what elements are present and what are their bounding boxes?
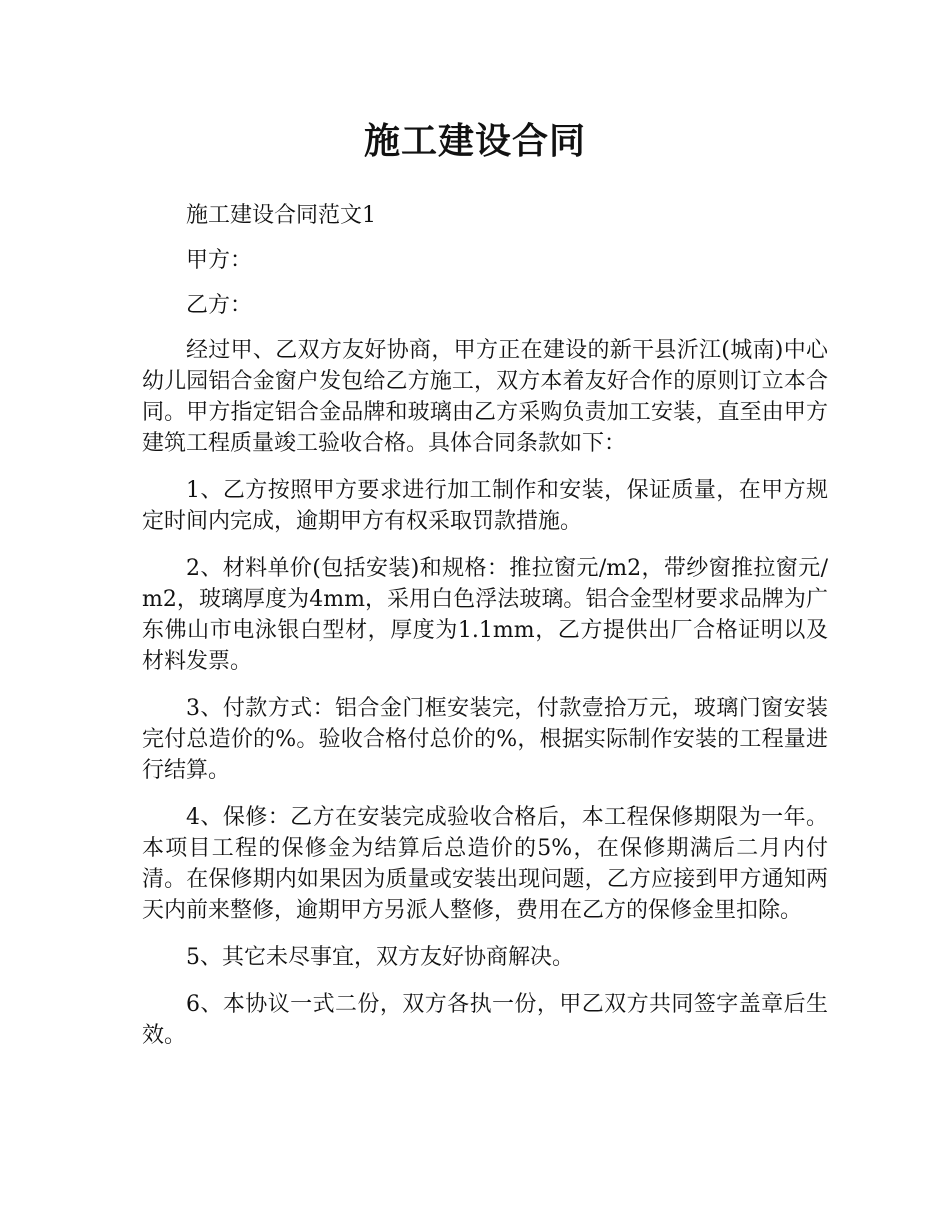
paragraph-clause-3: 3、付款方式：铝合金门框安装完，付款壹拾万元，玻璃门窗安装完付总造价的%。验收合格付总价的%，根据实际制作安装的工程量进行结算。 xyxy=(142,696,828,783)
paragraph-preamble: 经过甲、乙双方友好协商，甲方正在建设的新干县沂江(城南)中心幼儿园铝合金窗户发包给乙方施工，双方本着友好合作的原则订立本合同。甲方指定铝合金品牌和玻璃由乙方采购负责加工安装，直至由甲方建筑工程质量竣工验收合格。具体合同条款如下： xyxy=(142,338,828,456)
document-body xyxy=(142,200,828,1067)
document-title: 施工建设合同 xyxy=(363,121,586,162)
paragraph-clause-4: 4、保修：乙方在安装完成验收合格后，本工程保修期限为一年。本项目工程的保修金为结算后总造价的5%，在保修期满后二月内付清。在保修期内如果因为质量或安装出现问题，乙方应接到甲方通知两天内前来整修，逾期甲方另派人整修，费用在乙方的保修金里扣除。 xyxy=(142,805,828,923)
paragraph-clause-1: 1、乙方按照甲方要求进行加工制作和安装，保证质量，在甲方规定时间内完成，逾期甲方有权采取罚款措施。 xyxy=(142,478,828,534)
paragraph-clause-6: 6、本协议一式二份，双方各执一份，甲乙双方共同签字盖章后生效。 xyxy=(142,992,828,1048)
paragraph-party-a: 甲方： xyxy=(186,248,253,273)
paragraph-clause-2: 2、材料单价(包括安装)和规格：推拉窗元/m2，带纱窗推拉窗元/m2，玻璃厚度为4mm，采用白色浮法玻璃。铝合金型材要求品牌为广东佛山市电泳银白型材，厚度为1.1mm，乙方提供出厂合格证明以及材料发票。 xyxy=(142,556,828,674)
paragraph-clause-5: 5、其它未尽事宜，双方友好协商解决。 xyxy=(186,945,574,970)
paragraph-subtitle: 施工建设合同范文1 xyxy=(186,203,376,228)
paragraph-party-b: 乙方： xyxy=(186,293,253,318)
